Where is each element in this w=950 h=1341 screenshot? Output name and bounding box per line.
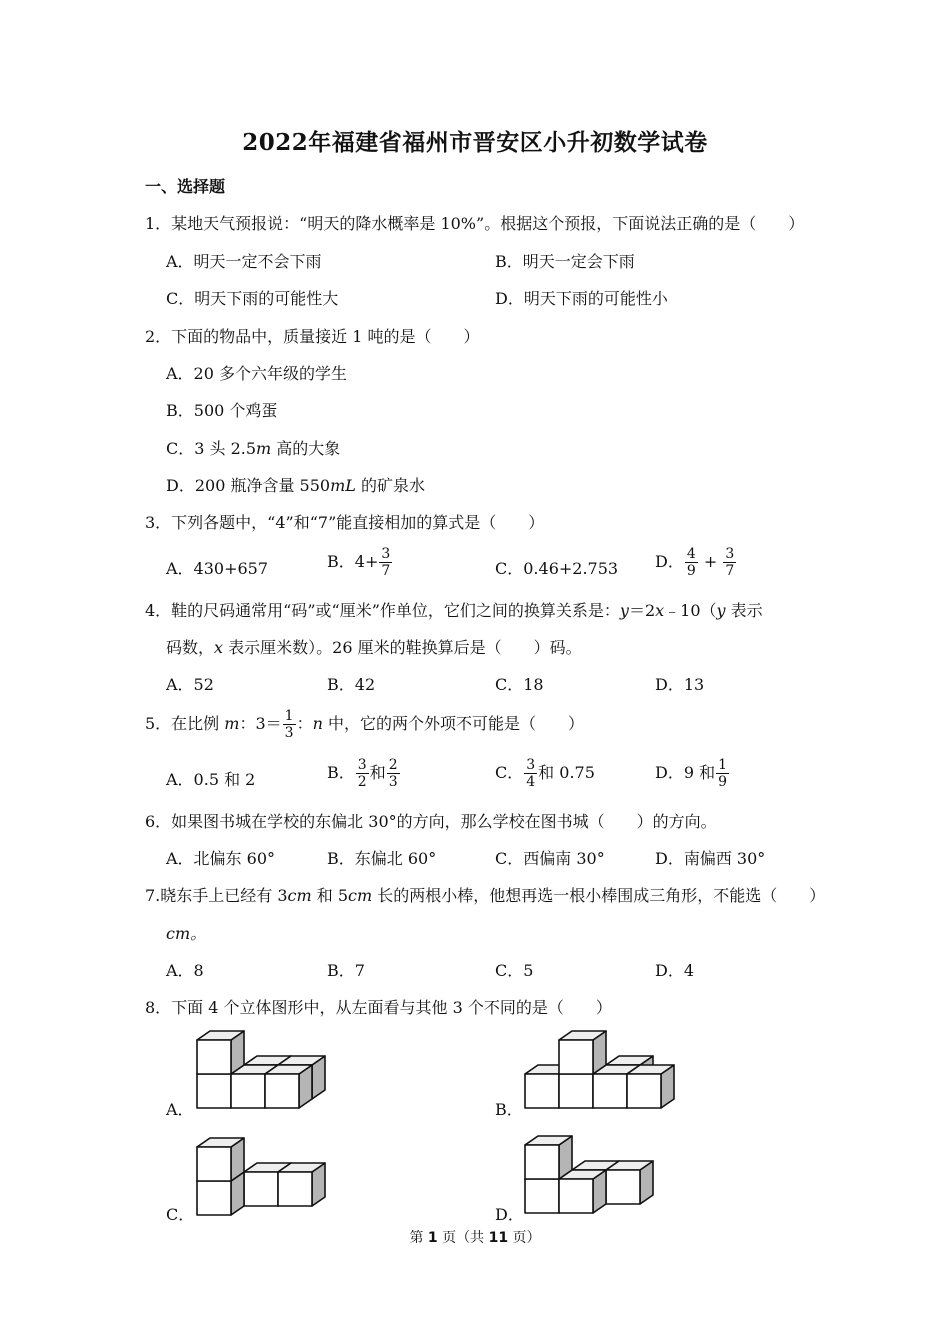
q8-option-c-label: C． [166,1205,195,1224]
fraction: $\frac{2}{3}$ [388,757,398,790]
page-footer: 第 1 页（共 11 页） [409,1230,541,1246]
cube-face [265,1074,299,1108]
q8-figure-b-cubes [523,1030,663,1110]
question-2-stem: 2．下面的物品中，质量接近 1 吨的是（ ） [145,327,480,346]
question-8-stem: 8．下面 4 个立体图形中，从左面看与其他 3 个不同的是（ ） [145,998,612,1017]
q5-option-c: C． $\frac{3}{4}$ 和 0.75 [495,757,595,790]
q7-option-d: D．4 [655,961,695,980]
fraction: $\frac{4}{9}$ [686,546,696,579]
q2-option-d: D．200 瓶净含量 550mL 的矿泉水 [166,476,425,495]
q6-option-a: A．北偏东 60° [166,849,276,868]
q1-option-a: A．明天一定不会下雨 [166,252,322,271]
q3-option-c: C．0.46+2.753 [495,559,619,578]
section-heading: 一、选择题 [145,177,226,196]
q8-figure-c-cubes [195,1137,335,1217]
question-4-line-1: 4．鞋的尺码通常用“码”或“厘米”作单位，它们之间的换算关系是：y＝2x﹣10（y 表示 [145,601,763,620]
cube-face [197,1074,231,1108]
q2-option-c: C．3 头 2.5m 高的大象 [166,439,341,458]
cube-face [559,1179,593,1213]
q3-option-b: B．4+ $\frac{3}{7}$ [327,546,391,579]
cube-face [525,1179,559,1213]
cube-face [197,1181,231,1215]
page-title: 2022年福建省福州市晋安区小升初数学试卷 [242,129,708,156]
q8-figure-d-cubes [523,1125,653,1215]
cube-face [559,1040,593,1074]
q3-option-d: D． $\frac{4}{9}$ + $\frac{3}{7}$ [655,546,735,579]
cube-face [197,1147,231,1181]
q8-figure-a-cubes [195,1030,325,1110]
q7-option-a: A．8 [166,961,204,980]
question-6-stem: 6．如果图书城在学校的东偏北 30°的方向，那么学校在图书城（ ）的方向。 [145,812,717,831]
q1-option-d: D．明天下雨的可能性小 [495,289,668,308]
cube-face [559,1074,593,1108]
q4-option-a: A．52 [166,675,214,694]
question-5-stem: 5．在比例 m：3＝ $\frac{1}{3}$ ：n 中，它的两个外项不可能是（ ） [145,708,584,741]
fraction: $\frac{3}{2}$ [357,757,367,790]
q7-option-c: C．5 [495,961,534,980]
fraction: $\frac{3}{4}$ [526,757,536,790]
question-4-line-2: 码数，x 表示厘米数）。26 厘米的鞋换算后是（ ）码。 [166,638,582,657]
q4-option-b: B．42 [327,675,376,694]
q5-option-d: D．9 和 $\frac{1}{9}$ [655,757,728,790]
cube-face [278,1172,312,1206]
q8-option-a-label: A． [166,1100,194,1119]
cube-face [525,1145,559,1179]
q6-option-c: C．西偏南 30° [495,849,605,868]
cube-face [197,1040,231,1074]
cube-face [627,1074,661,1108]
fraction: $\frac{3}{7}$ [381,546,391,579]
q4-option-d: D．13 [655,675,705,694]
q2-option-a: A．20 多个六年级的学生 [166,364,348,383]
cube-face [231,1074,265,1108]
question-1-stem: 1．某地天气预报说：“明天的降水概率是 10%”。根据这个预报，下面说法正确的是（ ） [145,214,805,233]
fraction: $\frac{3}{7}$ [725,546,735,579]
q7-option-b: B．7 [327,961,365,980]
q1-option-c: C．明天下雨的可能性大 [166,289,339,308]
fraction: $\frac{1}{3}$ [284,708,294,741]
question-3-stem: 3．下列各题中，“4”和“7”能直接相加的算式是（ ） [145,513,545,532]
q8-option-d-label: D． [495,1205,524,1224]
cube-face [606,1170,640,1204]
cube-face [244,1172,278,1206]
question-7-line-1: 7.晓东手上已经有 3cm 和 5cm 长的两根小棒，他想再选一根小棒围成三角形，不能选（ ） [145,886,826,905]
q3-option-a: A．430+657 [166,559,269,578]
cube-face [525,1074,559,1108]
q4-option-c: C．18 [495,675,544,694]
q6-option-d: D．南偏西 30° [655,849,766,868]
q5-option-b: B． $\frac{3}{2}$ 和 $\frac{2}{3}$ [327,757,398,790]
q8-option-b-label: B． [495,1100,523,1119]
question-7-line-2: cm。 [166,924,207,943]
cube-face [593,1074,627,1108]
fraction: $\frac{1}{9}$ [718,757,728,790]
q5-option-a: A．0.5 和 2 [166,770,256,789]
q2-option-b: B．500 个鸡蛋 [166,401,278,420]
q1-option-b: B．明天一定会下雨 [495,252,635,271]
q6-option-b: B．东偏北 60° [327,849,437,868]
